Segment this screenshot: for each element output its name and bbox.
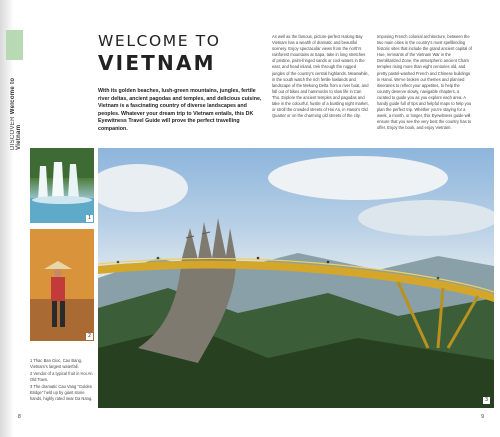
body-column-1: As well as the famous, picture-perfect Halong Bay Vietnam has a wealth of dramatic and beautiful scenery. Enjoy spectacular views from the north's rainforest mountains at Sapa, take in long stretches of pristine, palm-fringed sands or cool waters in the east, and head inland, trek through the rugged jungles of the country's central highlands. Meanwhile, in the south watch the rich fertile lowlands and landscape of the Mekong Delta from a river boat, and fall out of bikes and hammocks to slow life in Can Tho. Explore the ancient temples and pagodas and take in the colourful, hustle of a bustling night market, or stroll the crowded streets of Hoi An, in Hanoi's Old Quarter or on the charming old streets of the city. [272,34,369,119]
caption-1: 1 Thac Ban Gioc, Cao Bang, Vietnam's largest waterfall. [30,358,83,369]
golden-bridge-illustration [98,148,494,408]
section-tab [6,30,23,60]
title-line-1: WELCOME TO [98,32,221,50]
body-column-2: Imposing French colonial architecture, between the two main cities in the country's most spellbinding historic sites that include the grand ancient capital of Hue, remnants of the Vietnam War in the Demilitarized Zone, the atmospheric ancient Cham temples rising more than eight centuries old, and pretty pastel-washed French and Chinese buildings in Hanoi. We've broken our themes and planned itineraries to reflect your appetites, to help the country deserve slowly, navigable chapters, a curated to guide you as you explore each area. A handy guide full of tips and helpful maps to help you plan the perfect trip. Whether you're staying for a week, a month, or longer, this Eyewitness guide will ensure that you see the very best the country has to offer. Enjoy the book, and enjoy Vietnam. [377,34,472,131]
waterfall-photo [30,148,94,223]
page-title [98,34,221,73]
vendor-illustration [30,229,94,341]
photo-captions [30,358,94,403]
spine-shadow [0,0,14,437]
photo-number: 2 [86,333,93,340]
running-head-section: DISCOVER [10,116,16,150]
caption-2: 2 Vendor of a typical fruit in Hoi An Old Town. [30,371,93,382]
caption-3: 3 The dramatic Cau Vang "Golden Bridge" held up by giant stone hands, highly rated near Da Nang. [30,384,93,401]
page-number-right: 9 [481,414,484,420]
photo-number: 3 [483,397,490,404]
waterfall-illustration [30,148,94,223]
page-number-left: 8 [18,414,21,420]
running-head [10,70,22,150]
photo-number: 1 [86,215,93,222]
running-head-title: Welcome to Vietnam [10,77,22,150]
vendor-photo [30,229,94,341]
golden-bridge-photo [98,148,494,408]
title-line-2: VIETNAM [98,50,216,75]
intro-paragraph: With its golden beaches, lush-green mountains, jungles, fertile river deltas, ancient pagodas and temples, and delicious cuisine, Vietnam is a fascinating country of diverse landscapes and peoples. Whatever your dream trip to Vietnam entails, this DK Eyewitness Travel Guide will prove the perfect travelling companion. [98,88,262,132]
